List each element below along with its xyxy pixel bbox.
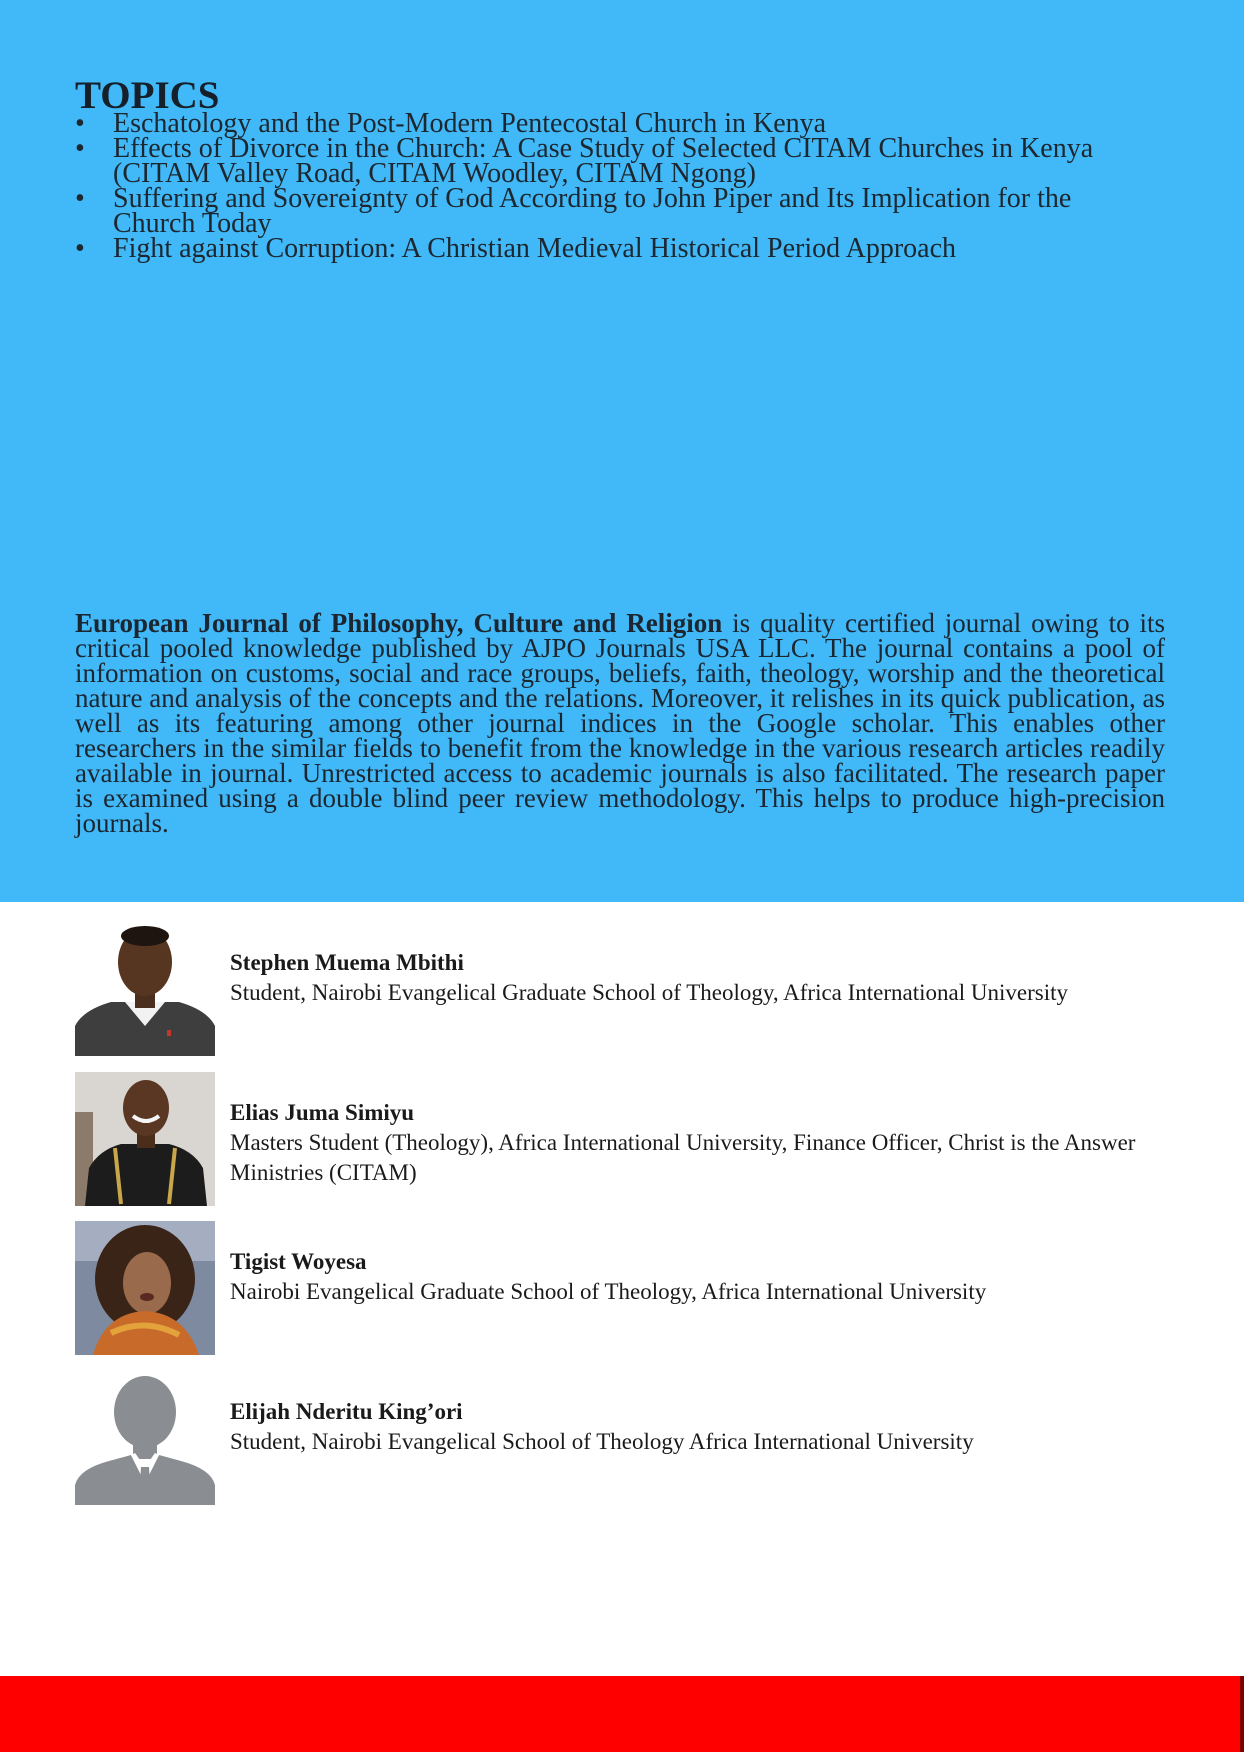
- author-name: Tigist Woyesa: [230, 1249, 367, 1274]
- bullet-icon: •: [75, 233, 85, 264]
- bullet-icon: •: [75, 133, 85, 164]
- journal-description: [75, 608, 1165, 838]
- topic-line: Effects of Divorce in the Church: A Case Study of Selected CITAM Churches in Kenya: [113, 133, 1094, 164]
- topic-line: (CITAM Valley Road, CITAM Woodley, CITAM Ngong): [113, 158, 757, 189]
- author-affiliation: Nairobi Evangelical Graduate School of Theology, Africa International University: [230, 1279, 987, 1304]
- topics-list: [75, 108, 1175, 264]
- author-photo-1: [75, 922, 215, 1056]
- topics-heading: TOPICS: [75, 74, 220, 117]
- topic-item-3: [75, 183, 1175, 239]
- topic-line: Church Today: [113, 208, 272, 239]
- bullet-icon: •: [75, 108, 85, 139]
- author-name: Stephen Muema Mbithi: [230, 950, 464, 975]
- author-info: [230, 948, 1190, 1008]
- author-card-4: [75, 1371, 1195, 1505]
- avatar: [75, 922, 215, 1056]
- author-affiliation: Masters Student (Theology), Africa International University, Finance Officer, Christ is the Answer Ministries (CITAM): [230, 1130, 1136, 1185]
- author-card-3: [75, 1221, 1195, 1355]
- author-name: Elias Juma Simiyu: [230, 1100, 415, 1125]
- topic-item-2: [75, 133, 1175, 189]
- author-affiliation: Student, Nairobi Evangelical School of Theology Africa International University: [230, 1429, 974, 1454]
- author-card-1: [75, 922, 1195, 1056]
- bullet-icon: •: [75, 183, 85, 214]
- author-info: [230, 1098, 1190, 1188]
- author-affiliation: Student, Nairobi Evangelical Graduate School of Theology, Africa International University: [230, 980, 1068, 1005]
- author-photo-3: [75, 1221, 215, 1355]
- topic-line: Suffering and Sovereignty of God According to John Piper and Its Implication for the: [113, 183, 1072, 214]
- topic-item-4: [75, 233, 1175, 264]
- avatar-placeholder-icon: [75, 1371, 215, 1505]
- author-info: [230, 1247, 1190, 1307]
- journal-name: European Journal of Philosophy, Culture and Religion: [75, 608, 723, 638]
- footer-edge: [1240, 1676, 1244, 1752]
- footer-bar: [0, 1676, 1240, 1752]
- author-info: [230, 1397, 1190, 1457]
- topic-line: Eschatology and the Post-Modern Pentecostal Church in Kenya: [113, 108, 827, 139]
- avatar: [75, 1072, 215, 1206]
- avatar: [75, 1221, 215, 1355]
- description-text: is quality certified journal owing to its critical pooled knowledge published by AJPO Journals USA LLC. The journal contains a pool of information on customs, social and race groups, beliefs, faith, theology, worship and the theoretical nature and analysis of the concepts and the relations. Moreover, it relishes in its quick publication, as well as its featuring among other journal indices in the Google scholar. This enables other researchers in the similar fields to benefit from the knowledge in the various research articles readily available in journal. Unrestricted access to academic journals is also facilitated. The research paper is examined using a double blind peer review methodology. This helps to produce high-precision journals.: [75, 608, 1165, 838]
- topic-line: Fight against Corruption: A Christian Medieval Historical Period Approach: [113, 233, 957, 264]
- author-photo-2: [75, 1072, 215, 1206]
- author-name: Elijah Nderitu King’ori: [230, 1399, 463, 1424]
- author-card-2: [75, 1072, 1195, 1206]
- person-silhouette-icon: [75, 1371, 215, 1505]
